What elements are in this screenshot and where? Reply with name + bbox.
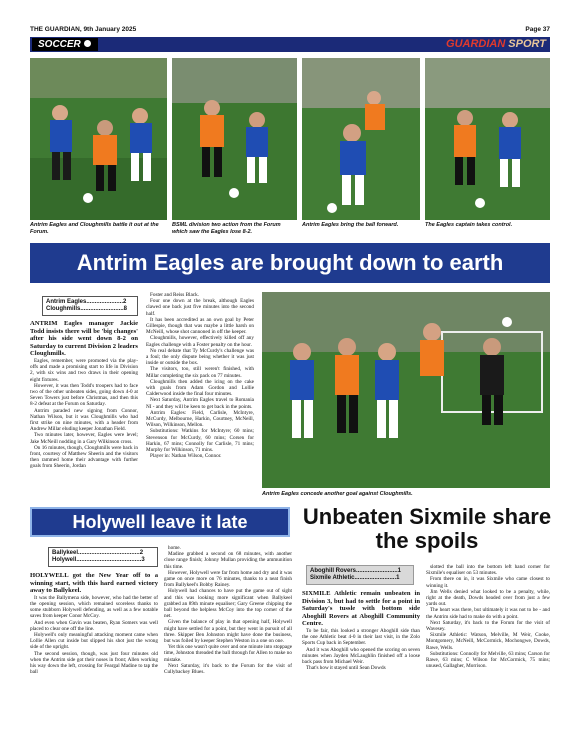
story1-scorebox bbox=[42, 296, 138, 316]
story2-scorebox bbox=[48, 547, 158, 567]
story2-col2-p6: Yet this one wasn't quite over and one minute into stoppage time, Johnston threaded the ball through for Allen to make no mistake. bbox=[164, 644, 292, 663]
page-number: Page 37 bbox=[525, 26, 550, 33]
story1-col2-p11: Player in: Nathan Wilson, Connor. bbox=[150, 453, 222, 460]
story1-headline: Antrim Eagles are brought down to earth bbox=[30, 243, 550, 283]
story3-col1-p3: And it was Aboghill who opened the scoring on seven minutes when Jayden McLaughlin finished off a loose back pass from Michael Weir. bbox=[302, 646, 420, 665]
story1-col2-p3: It has been accredited as an own goal by Peter Gillespie, though that was maybe a little harsh on McNeill, whose shot cannoned in off the keeper. bbox=[146, 316, 254, 336]
story2-col1-p5: The second session, though, was just four minutes old when the Antrim side got their noses in front; Allen working his way down the left, crossing for Feargal Madine to tap the ball bbox=[30, 650, 158, 676]
photo-caption-2: BSML division two action from the Forum which saw the Eagles lose 8-2. bbox=[172, 222, 281, 235]
story3-col2-p5: Next Saturday, it's back to the Forum for the visit of Wavesey. bbox=[426, 619, 550, 633]
story3-col1-p4: That's how it stayed until Sean Dowds bbox=[306, 665, 386, 672]
story3-col1-p2: To be fair, this looked a stronger Aboghill side than the one Athletic beat 4-0 in their last visit, in the Zolo Sports Cup back in September. bbox=[302, 627, 420, 647]
story3-col2-p7: Substitutions: Connolly for Melville, 63 mins; Carson for Rawe, 63 mins; C Wilson for McCormick, 75 mins; unused, Gallagher, Morrison. bbox=[426, 650, 550, 670]
story2-column-2 bbox=[164, 545, 292, 732]
story2-headline: Holywell leave it late bbox=[30, 507, 290, 537]
story1-col1-p1: ANTRIM Eagles manager Jackie Todd insists there will be 'big changes' after his side went down 8-2 on Saturday to current Division 2 leaders Cloughmills. bbox=[30, 320, 138, 358]
score-home: Ballykeel.....................................2 bbox=[52, 550, 144, 556]
story1-col1-p6: On 16 minutes, though, Cloughmills were back in front, courtesy of Matthew Sheerin and the visitors then rammed home their advantage with further goals from Sheerin, Jordan bbox=[30, 444, 138, 470]
story1-column-1 bbox=[30, 320, 138, 498]
brand-sub: SPORT bbox=[508, 38, 546, 50]
story1-col2-p7: Cloughmills then added the icing on the cake with goals from Adam Gordon and Lollie Calderwood inside the final four minutes. bbox=[146, 378, 254, 398]
score-home: Aboghill Rovers.........................1 bbox=[310, 568, 402, 574]
photo-caption-4: The Eagles captain takes control. bbox=[425, 222, 513, 228]
brand-main: GUARDIAN bbox=[446, 38, 506, 50]
score-away: Cloughmills..........................8 bbox=[46, 306, 128, 312]
story1-col1-p5: Two minutes later, however, Eagles were level; Jake McNeill nodding in a Gary Wilkinson cross. bbox=[30, 432, 138, 445]
story2-col1-p1: HOLYWELL got the New Year off to a winning start, with this hard earned victory away to Ballykeel. bbox=[30, 572, 158, 595]
story2-col2-p1: home. bbox=[168, 545, 181, 551]
brand-logo bbox=[446, 38, 546, 51]
story1-col1-p3: However, it was then Todd's troopers had to face two of the other unbeaten sides, going down 4-0 at Seven Towers just before Christmas, and then this 8-2 defeat at the Forum on Saturday. bbox=[30, 382, 138, 408]
match-photo-1 bbox=[30, 58, 167, 220]
story2-col2-p3: However, Holywell were far from home and dry and it was game on once more on 76 minutes, thanks to a neat finish from Ballykeel's Bobby Rainey. bbox=[164, 569, 292, 589]
story2-col1-p2: It was the Ballymena side, however, who had the better of the opening session, which remained scoreless thanks to some stubborn Holywell defending, as well as a few notable saves from keeper Conor McCoy. bbox=[30, 594, 158, 620]
story1-photo-caption: Antrim Eagles concede another goal against Cloughmills. bbox=[262, 491, 413, 497]
football-icon bbox=[83, 39, 92, 48]
story1-col1-p4: Antrim paraded new signing from Connor, Nathan Wilson, but it was Cloughmills who had first strike on nine minutes, with a header from Andrew Millar eluding keeper Jonathan Field. bbox=[30, 407, 138, 433]
story1-col2-p9: Antrim Eagles: Field, Carlisle, McIntyre, McCurdy, Melbourne, Harkin, Courtney, McNeill, Wilson, Wilkinson, Mellon. bbox=[146, 409, 254, 429]
story3-col2-p6: Sixmile Athletic: Watson, Melville, M Weir, Cooke, Montgomery, McNeill, McCormick, Mochongwe, Dowds, Rawe, Wells. bbox=[426, 632, 550, 651]
story3-column-1 bbox=[302, 590, 420, 732]
story2-col2-p2: Madine grabbed a second on 68 minutes, with another close range finish; Johnny Mullan providing the ammunition this time. bbox=[164, 551, 292, 570]
story1-col2-p4: Cloughmills, however, effectively killed off any Eagles challenge with a Foster penalty on the hour. bbox=[146, 335, 254, 348]
story3-col1-p1: SIXMILE Athletic remain unbeaten in Division 3, but had to settle for a point in Saturday's tussle with bottom side Aboghill Rovers at Aboghill Community Centre. bbox=[302, 590, 420, 628]
story3-column-2 bbox=[426, 564, 550, 732]
story1-col2-p5: No real debate that Ty McCurdy's challenge was a foul; the only dispute being whether it was just inside or outside the box. bbox=[146, 347, 254, 367]
section-label bbox=[32, 38, 98, 51]
story1-col2-p10: Substitutions: Watkins for McIntyre; 60 mins; Stevenson for McCurdy, 60 mins; Corsen for Harkin, 67 mins; Connolly for Carlisle, 71 mins; Murphy for Wilkinson, 71 mins. bbox=[146, 428, 254, 454]
story3-col2-p1: slotted the ball into the bottom left hand corner for Sixmile's equaliser on 53 minutes. bbox=[426, 564, 550, 577]
story2-col2-p4: Holywell had chances to have put the game out of sight and this was looking more significant when Ballykeel grabbed an 89th minute equaliser; Gary Greene chipping the ball beyond the helpless McCoy into the top corner of the net. bbox=[164, 588, 292, 620]
photo-caption-3: Antrim Eagles bring the ball forward. bbox=[302, 222, 399, 228]
story3-col2-p2: From there on in, it was Sixmile who came closest to winning it. bbox=[426, 576, 550, 589]
story2-col2-p7: Next Saturday, it's back to the Forum for the visit of Cullybackey Blues. bbox=[164, 662, 292, 676]
story1-column-2 bbox=[146, 292, 254, 500]
publication-date: THE GUARDIAN, 9th January 2025 bbox=[30, 26, 137, 33]
photo-caption-1: Antrim Eagles and Cloughmills battle it out at the Forum. bbox=[30, 222, 159, 235]
story1-col1-p2: Eagles, remember, were promoted via the play-offs and made a promising start to life in Division 2, with six wins and two draws in their opening eight fixtures. bbox=[30, 357, 138, 383]
story3-headline: Unbeaten Sixmile share the spoils bbox=[302, 504, 552, 553]
score-away: Sixmile Athletic.........................1 bbox=[310, 575, 400, 581]
story1-col2-p6: The visitors, too, still weren't finished, with Millar completing the six pack on 77 minutes. bbox=[146, 366, 254, 379]
section-bar bbox=[30, 37, 550, 52]
story3-scorebox bbox=[306, 565, 414, 585]
story3-col2-p3: Jim Wells denied what looked to be a penalty, while, right at the death, Dowds headed over from just a few yards out. bbox=[426, 588, 550, 608]
match-photo-2 bbox=[172, 58, 297, 220]
story3-col2-p4: The heart was there, but ultimately it was not to be - and the Antrim side had to make do with a point. bbox=[426, 607, 550, 620]
page-header bbox=[30, 24, 550, 35]
score-home: Antrim Eagles......................2 bbox=[46, 299, 127, 305]
story2-col1-p4: Holywell's only meaningful attacking moment came when Lollie Allen cut inside but slipped his shot just the wrong side of the upright. bbox=[30, 632, 158, 651]
score-away: Holywell.......................................3 bbox=[52, 557, 145, 563]
story1-col2-p2: Four one down at the break, although Eagles clawed one back just five minutes into the second half. bbox=[146, 298, 254, 317]
story1-col2-p8: Next Saturday, Antrim Eagles travel to Romania NI - and they will be keen to get back in the points. bbox=[146, 397, 254, 410]
story2-col2-p5: Given the balance of play in that opening half, Holywell might have settled for a point, but they went in pursuit of all three. Skipper Ben Johnston might have done the business, but was foiled by keeper Stephen Weston in a one on one. bbox=[164, 619, 292, 645]
match-photo-4 bbox=[425, 58, 550, 220]
section-label-text: SOCCER bbox=[38, 39, 81, 50]
match-photo-3 bbox=[302, 58, 420, 220]
story2-column-1 bbox=[30, 572, 158, 732]
story2-col1-p3: And even when Gavin was beaten, Ryan Somers was well placed to clear one off the line. bbox=[30, 619, 158, 632]
story1-photo bbox=[262, 292, 550, 488]
story1-col2-p1: Foster and Reiss Black. bbox=[150, 292, 199, 298]
